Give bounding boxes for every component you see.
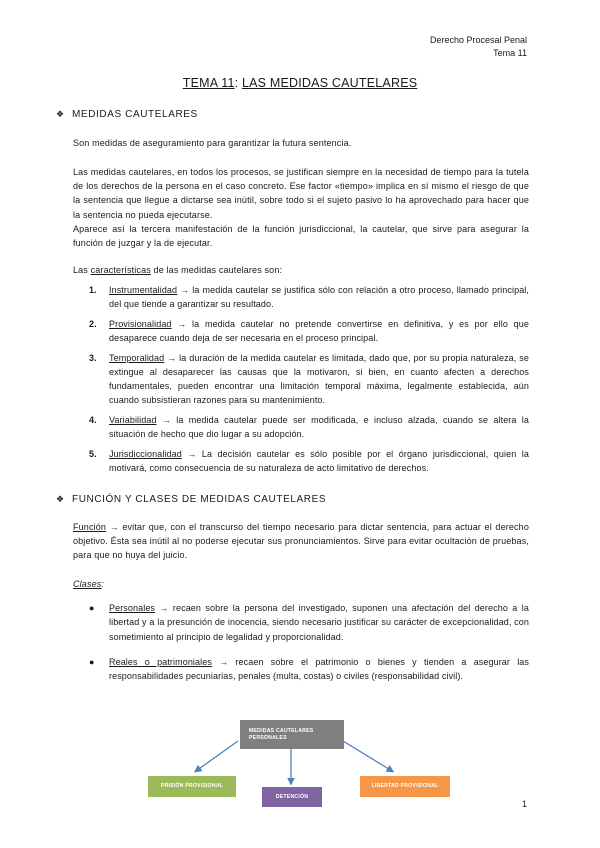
characteristics-intro: [73, 263, 529, 277]
item-text: → la medida cautelar no pretende convertirse en definitiva, y es por ello que desaparece cuando deja de ser necesaria en el proceso principal.: [109, 319, 529, 343]
characteristic-item: [73, 352, 529, 407]
item-term: Temporalidad: [109, 353, 165, 364]
characteristics-list: [73, 284, 529, 482]
title-prefix: TEMA 11: [182, 76, 235, 90]
bullet-dot-icon: ●: [89, 656, 95, 667]
characteristic-item: [73, 414, 529, 442]
diamond-bullet-icon: ❖: [56, 109, 65, 119]
item-number: 3.: [89, 353, 97, 364]
page-header: [430, 34, 527, 60]
char-intro-pre: Las: [73, 265, 91, 275]
item-term: Instrumentalidad: [109, 285, 178, 295]
page-number: 1: [521, 799, 527, 809]
function-paragraph: [73, 520, 529, 563]
item-text: → la medida cautelar puede ser modificada, e incluso alzada, cuando se altera la situación de hecho que dio lugar a su adopción.: [109, 414, 529, 439]
characteristic-item: [73, 318, 529, 346]
classes-label: [73, 577, 529, 591]
characteristic-item: [73, 284, 529, 312]
item-text: → la duración de la medida cautelar es limitada, dado que, por su propia naturaleza, se extingue al desaparecer las causas que la motivaron, si bien, en cuanto afecten a derechos fundamentales, pueden encontrar una limitación temporal máxima, legalmente establecida, aún cuando subsistieran razones para su mantenimiento.: [109, 353, 529, 405]
classes-label-colon: :: [101, 579, 105, 589]
bullet-dot-icon: ●: [89, 603, 95, 613]
class-term: Personales: [109, 603, 156, 613]
arrow-to-prision: [196, 741, 238, 771]
class-item: [73, 601, 529, 644]
intro-paragraph-1: Las medidas cautelares, en todos los procesos, se justifican siempre en la necesidad de tiempo para la tutela de los derechos de la persona en el caso concreto. Ese factor «tiempo» implica en sí mismo el riesgo de que la sentencia que llegue a dictarse sea inútil, sobre todo si el sujeto pasivo lo ha aprovechado para hacer que la sentencia no pueda ejecutarse.: [73, 167, 529, 220]
item-term: Jurisdiccionalidad: [109, 448, 182, 459]
classes-label-text: Clases: [73, 579, 102, 589]
classes-list: [73, 601, 529, 694]
diagram-root-box: MEDIDAS CAUTELARES PERSONALES: [240, 720, 344, 749]
function-text: → evitar que, con el transcurso del tiempo necesario para dictar sentencia, para actuar el derecho objetivo. Ésta sea inútil al no poderse ejecutar sus pronunciamientos. Sirve para evitar ocultación de pruebas, para que no huya del juicio.: [73, 522, 529, 561]
title-separator: :: [234, 76, 242, 90]
characteristic-item: [73, 448, 529, 476]
diagram-libertad-box: LIBERTAD PROVISIONAL: [360, 776, 450, 797]
item-number: 5.: [89, 448, 97, 459]
item-number: 1.: [89, 285, 97, 295]
page-title: [0, 76, 600, 90]
arrow-to-libertad: [343, 741, 392, 771]
class-item: [73, 655, 529, 684]
section1-heading: [56, 109, 198, 120]
diamond-bullet-icon: ❖: [56, 494, 65, 504]
header-course: Derecho Procesal Penal: [429, 35, 527, 45]
item-text: → La decisión cautelar es sólo posible por el órgano jurisdiccional, quien la motivará, como consecuencia de su naturaleza de acto limitativo de derechos.: [109, 448, 529, 473]
definition-paragraph: Son medidas de aseguramiento para garantizar la futura sentencia.: [73, 138, 352, 148]
item-term: Variabilidad: [109, 414, 157, 425]
function-term: Función: [73, 522, 107, 532]
diagram-detencion-box: DETENCIÓN: [262, 787, 322, 807]
item-text: → la medida cautelar se justifica sólo con relación a otro proceso, llamado principal, del que tiende a garantizar su resultado.: [109, 285, 529, 309]
section2-heading: [56, 494, 326, 505]
char-intro-term: características: [90, 265, 151, 275]
item-number: 2.: [89, 319, 97, 330]
diagram-prision-box: PRISIÓN PROVISIONAL: [148, 776, 236, 797]
header-topic: Tema 11: [493, 48, 527, 58]
class-text: → recaen sobre el patrimonio o bienes y tienden a asegurar las responsabilidades pecuniarias, penales (multa, costas) o civiles (responsabilidad civil).: [109, 656, 529, 682]
intro-paragraph: [73, 165, 529, 250]
intro-paragraph-2: Aparece así la tercera manifestación de la función jurisdiccional, la cautelar, que sirve para asegurar la función de juzgar y la de ejecutar.: [73, 223, 529, 249]
item-number: 4.: [89, 414, 97, 425]
item-term: Provisionalidad: [109, 319, 172, 330]
class-term: Reales o patrimoniales: [109, 656, 212, 667]
class-text: → recaen sobre la persona del investigado, suponen una afectación del derecho a la libertad y a la presunción de inocencia, siendo necesario justificar su carácter de excepcionalidad, con sometimiento al principio de legalidad y proporcionalidad.: [109, 603, 529, 642]
title-text: LAS MEDIDAS CAUTELARES: [241, 76, 418, 90]
section1-heading-text: MEDIDAS CAUTELARES: [72, 109, 198, 120]
section2-heading-text: FUNCIÓN Y CLASES DE MEDIDAS CAUTELARES: [72, 494, 327, 505]
char-intro-post: de las medidas cautelares son:: [150, 265, 283, 275]
